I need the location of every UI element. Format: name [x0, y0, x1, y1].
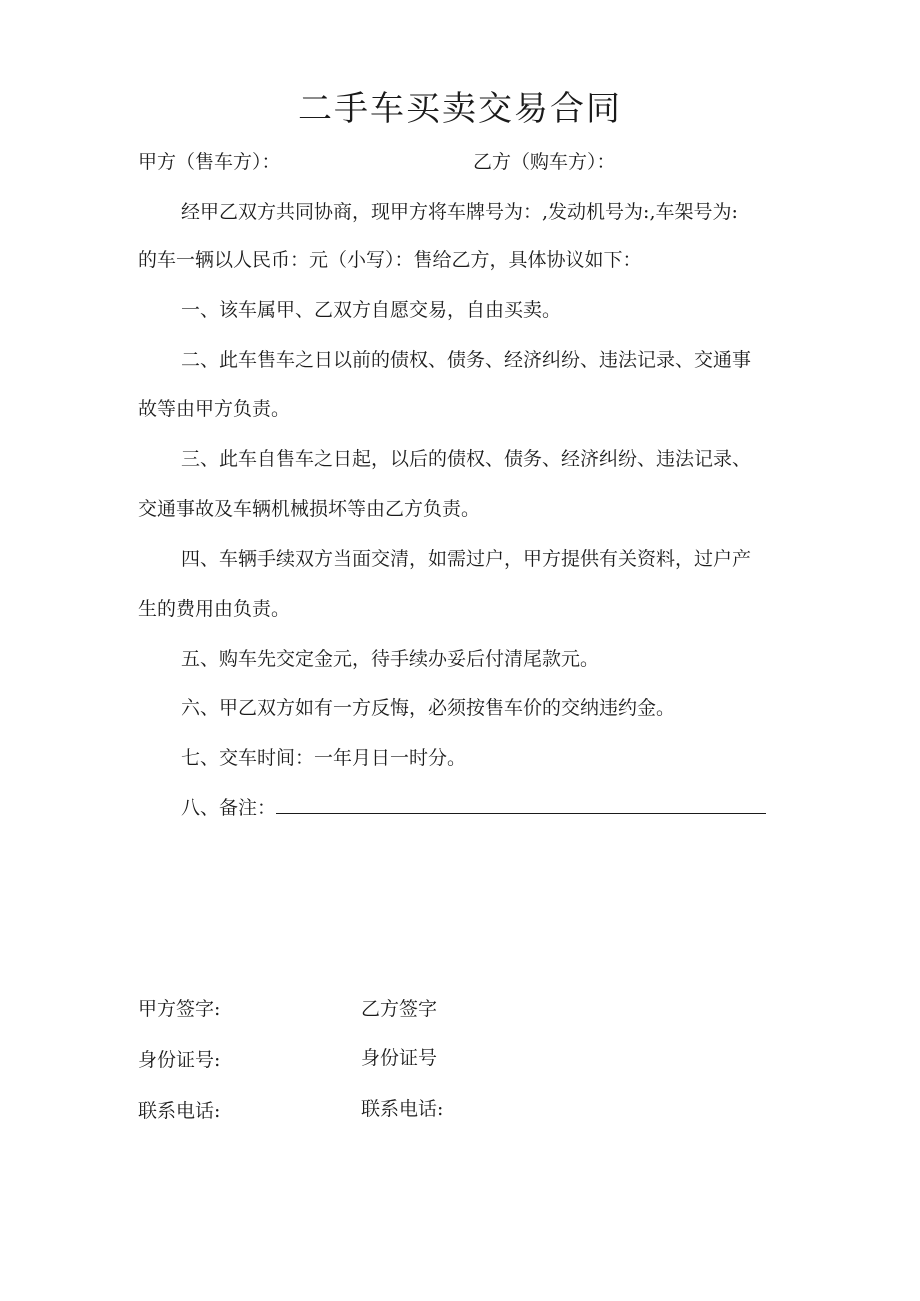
clause-6: 六、甲乙双方如有一方反悔，必须按售车价的交纳违约金。 [181, 697, 676, 719]
clause-7: 七、交车时间：一年月日一时分。 [181, 747, 467, 769]
intro-line-1: 经甲乙双方共同协商，现甲方将车牌号为：,发动机号为:,车架号为: [181, 201, 738, 223]
clause-2-line-1: 二、此车售车之日以前的债权、债务、经济纠纷、违法记录、交通事 [181, 349, 752, 371]
party-a-signature-label: 甲方签字: [138, 998, 221, 1020]
remarks-blank-line [276, 793, 766, 814]
clause-5: 五、购车先交定金元，待手续办妥后付清尾款元。 [181, 648, 600, 670]
clause-3-line-2: 交通事故及车辆机械损坏等由乙方负责。 [138, 498, 481, 520]
party-b-signature-label: 乙方签字 [361, 998, 438, 1020]
document-title: 二手车买卖交易合同 [298, 89, 622, 129]
party-a-id-label: 身份证号: [138, 1049, 221, 1071]
party-b-id-label: 身份证号 [361, 1047, 438, 1069]
remarks-label: 八、备注： [181, 797, 277, 819]
party-a-phone-label: 联系电话: [138, 1100, 221, 1122]
clause-4-line-2: 生的费用由负责。 [138, 598, 291, 620]
clause-1: 一、该车属甲、乙双方自愿交易，自由买卖。 [181, 299, 562, 321]
party-b-label: 乙方（购车方）： [473, 151, 616, 173]
clause-8 [181, 793, 766, 823]
intro-line-2: 的车一辆以人民币：元（小写）：售给乙方，具体协议如下： [138, 249, 642, 271]
party-a-label: 甲方（售车方）： [138, 151, 281, 173]
clause-3-line-1: 三、此车自售车之日起，以后的债权、债务、经济纠纷、违法记录、 [181, 448, 752, 470]
clause-2-line-2: 故等由甲方负责。 [138, 398, 291, 420]
clause-4-line-1: 四、车辆手续双方当面交清，如需过户，甲方提供有关资料，过户产 [181, 548, 752, 570]
party-b-phone-label: 联系电话: [361, 1098, 444, 1120]
